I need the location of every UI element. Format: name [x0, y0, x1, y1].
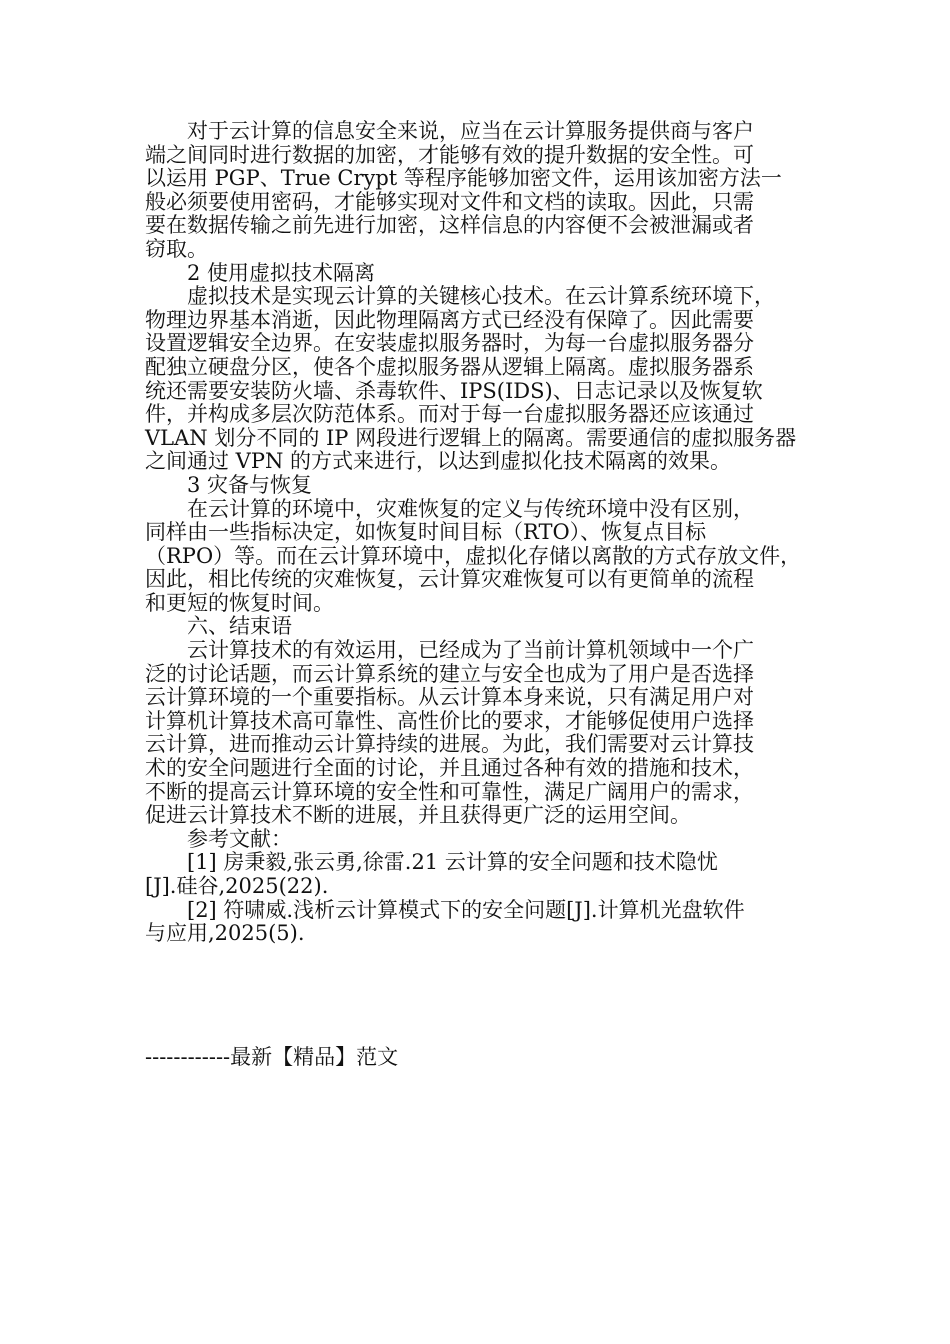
text-line: 促进云计算技术不断的进展，并且获得更广泛的运用空间。 [145, 803, 691, 828]
text-line: 件，并构成多层次防范体系。而对于每一台虚拟服务器还应该通过 [145, 402, 754, 427]
paragraph-conclusion [145, 639, 815, 828]
text-line: 因此，相比传统的灾难恢复，云计算灾难恢复可以有更简单的流程 [145, 567, 754, 592]
reference-line: [J].硅谷,2025(22). [145, 874, 329, 898]
text-line: VLAN 划分不同的 IP 网段进行逻辑上的隔离。需要通信的虚拟服务器 [145, 425, 797, 450]
text-line: 云计算技术的有效运用，已经成为了当前计算机领域中一个广 [187, 638, 754, 663]
section-heading-virtual-isolation: 2 使用虚拟技术隔离 [187, 260, 376, 285]
text-line: 般必须要使用密码，才能够实现对文件和文档的读取。因此，只需 [145, 189, 754, 214]
text-line: 要在数据传输之前先进行加密，这样信息的内容便不会被泄漏或者 [145, 213, 754, 238]
text-line: 设置逻辑安全边界。在安装虚拟服务器时，为每一台虚拟服务器分 [145, 331, 754, 356]
text-line: 和更短的恢复时间。 [145, 590, 334, 615]
text-line: 配独立硬盘分区，使各个虚拟服务器从逻辑上隔离。虚拟服务器系 [145, 354, 754, 379]
text-line: 在云计算的环境中，灾难恢复的定义与传统环境中没有区别， [187, 496, 754, 521]
text-line: 泛的讨论话题，而云计算系统的建立与安全也成为了用户是否选择 [145, 661, 754, 686]
text-line: 物理边界基本消逝，因此物理隔离方式已经没有保障了。因此需要 [145, 307, 754, 332]
reference-item [145, 899, 815, 946]
reference-line: [2] 符啸威.浅析云计算模式下的安全问题[J].计算机光盘软件 [187, 897, 745, 922]
text-line: （RPO）等。而在云计算环境中，虚拟化存储以离散的方式存放文件， [145, 543, 802, 568]
text-line: 同样由一些指标决定，如恢复时间目标（RTO）、恢复点目标 [145, 520, 707, 545]
text-line: 统还需要安装防火墙、杀毒软件、IPS(IDS)、日志记录以及恢复软 [145, 378, 763, 403]
paragraph-encryption [145, 120, 815, 262]
text-line: 之间通过 VPN 的方式来进行，以达到虚拟化技术隔离的效果。 [145, 449, 732, 474]
text-line: 计算机计算技术高可靠性、高性价比的要求，才能够促使用户选择 [145, 708, 754, 733]
text-line: 云计算，进而推动云计算持续的进展。为此，我们需要对云计算技 [145, 732, 754, 757]
document-body [145, 120, 815, 946]
text-line: 不断的提高云计算环境的安全性和可靠性，满足广阔用户的需求， [145, 779, 754, 804]
text-line: 对于云计算的信息安全来说，应当在云计算服务提供商与客户 [187, 119, 754, 143]
reference-list [145, 851, 815, 945]
section-heading-conclusion: 六、结束语 [187, 614, 292, 639]
paragraph-disaster-recovery [145, 498, 815, 616]
text-line: 术的安全问题进行全面的讨论，并且通过各种有效的措施和技术， [145, 756, 754, 781]
footer-label: ------------最新【精品】范文 [145, 1045, 399, 1069]
paragraph-virtual-isolation [145, 285, 815, 474]
reference-line: 与应用,2025(5). [145, 921, 305, 946]
text-line: 窃取。 [145, 236, 208, 261]
text-line: 虚拟技术是实现云计算的关键核心技术。在云计算系统环境下， [187, 284, 775, 309]
text-line: 端之间同时进行数据的加密，才能够有效的提升数据的安全性。可 [145, 142, 754, 167]
section-heading-disaster-recovery: 3 灾备与恢复 [187, 472, 313, 497]
reference-item [145, 851, 815, 898]
references-heading: 参考文献： [187, 826, 292, 851]
text-line: 云计算环境的一个重要指标。从云计算本身来说，只有满足用户对 [145, 685, 754, 710]
reference-line: [1] 房秉毅,张云勇,徐雷.21 云计算的安全问题和技术隐忧 [187, 850, 718, 875]
text-line: 以运用 PGP、True Crypt 等程序能够加密文件，运用该加密方法一 [145, 166, 782, 191]
